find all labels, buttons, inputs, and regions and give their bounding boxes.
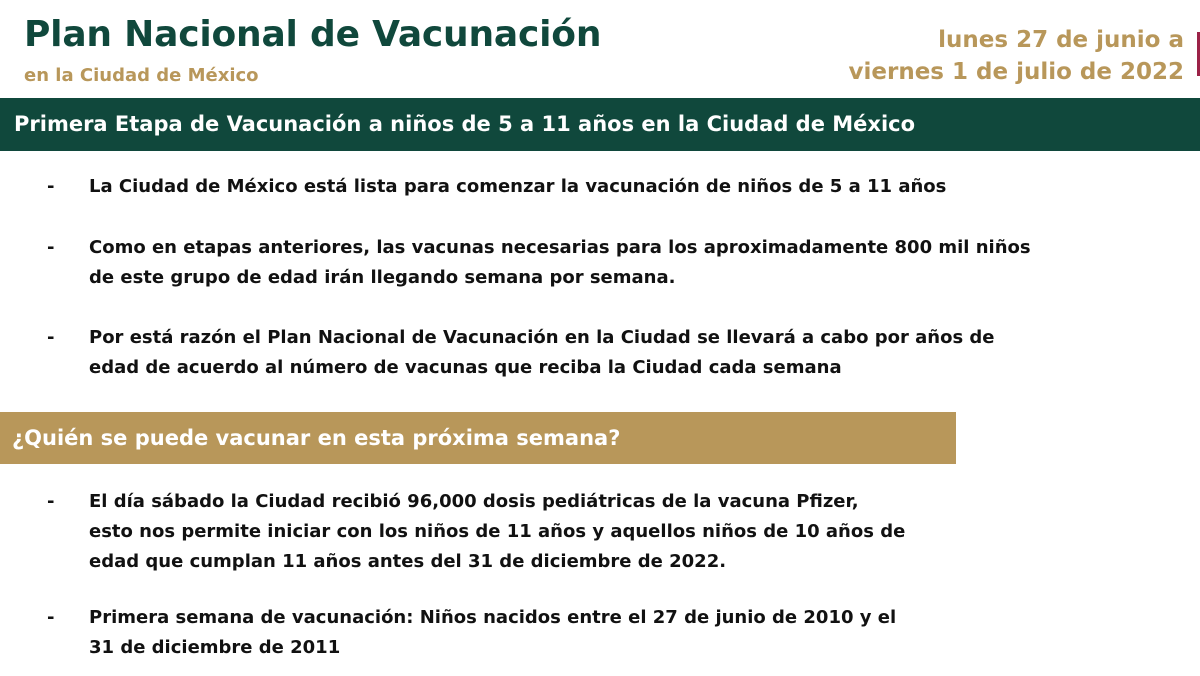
bullet-text — [89, 172, 946, 202]
bullet-dash: - — [47, 176, 55, 197]
section1-bullet-3 — [47, 323, 995, 383]
page-title: Plan Nacional de Vacunación — [24, 14, 602, 55]
date-line-start: lunes 27 de junio a — [938, 27, 1184, 53]
bullet-text — [89, 603, 896, 663]
date-range — [849, 24, 1185, 88]
section2-bullet-2 — [47, 603, 896, 663]
section1-bullet-1 — [47, 172, 946, 202]
section2-heading: ¿Quién se puede vacunar en esta próxima semana? — [0, 412, 956, 464]
bullet-line: El día sábado la Ciudad recibió 96,000 dosis pediátricas de la vacuna Pfizer, — [89, 491, 859, 512]
bullet-dash: - — [47, 491, 55, 512]
bullet-line: edad que cumplan 11 años antes del 31 de diciembre de 2022. — [89, 551, 727, 572]
bullet-line: Primera semana de vacunación: Niños nacidos entre el 27 de junio de 2010 y el — [89, 607, 897, 628]
page-subtitle: en la Ciudad de México — [24, 65, 259, 86]
section1-heading: Primera Etapa de Vacunación a niños de 5 a 11 años en la Ciudad de México — [0, 98, 1200, 151]
date-line-end: viernes 1 de julio de 2022 — [848, 59, 1184, 85]
section2-bullet-1 — [47, 487, 905, 577]
bullet-text — [89, 323, 995, 383]
bullet-text — [89, 233, 1031, 293]
bullet-line: 31 de diciembre de 2011 — [89, 637, 341, 658]
bullet-line: de este grupo de edad irán llegando semana por semana. — [89, 267, 676, 288]
bullet-line: Como en etapas anteriores, las vacunas necesarias para los aproximadamente 800 mil niños — [89, 237, 1031, 258]
bullet-line: esto nos permite iniciar con los niños de 11 años y aquellos niños de 10 años de — [89, 521, 906, 542]
bullet-line: La Ciudad de México está lista para comenzar la vacunación de niños de 5 a 11 años — [89, 176, 947, 197]
bullet-line: Por está razón el Plan Nacional de Vacunación en la Ciudad se llevará a cabo por años de — [89, 327, 995, 348]
bullet-text — [89, 487, 905, 577]
bullet-dash: - — [47, 327, 55, 348]
bullet-dash: - — [47, 237, 55, 258]
section1-bullet-2 — [47, 233, 1031, 293]
bullet-line: edad de acuerdo al número de vacunas que reciba la Ciudad cada semana — [89, 357, 842, 378]
bullet-dash: - — [47, 607, 55, 628]
